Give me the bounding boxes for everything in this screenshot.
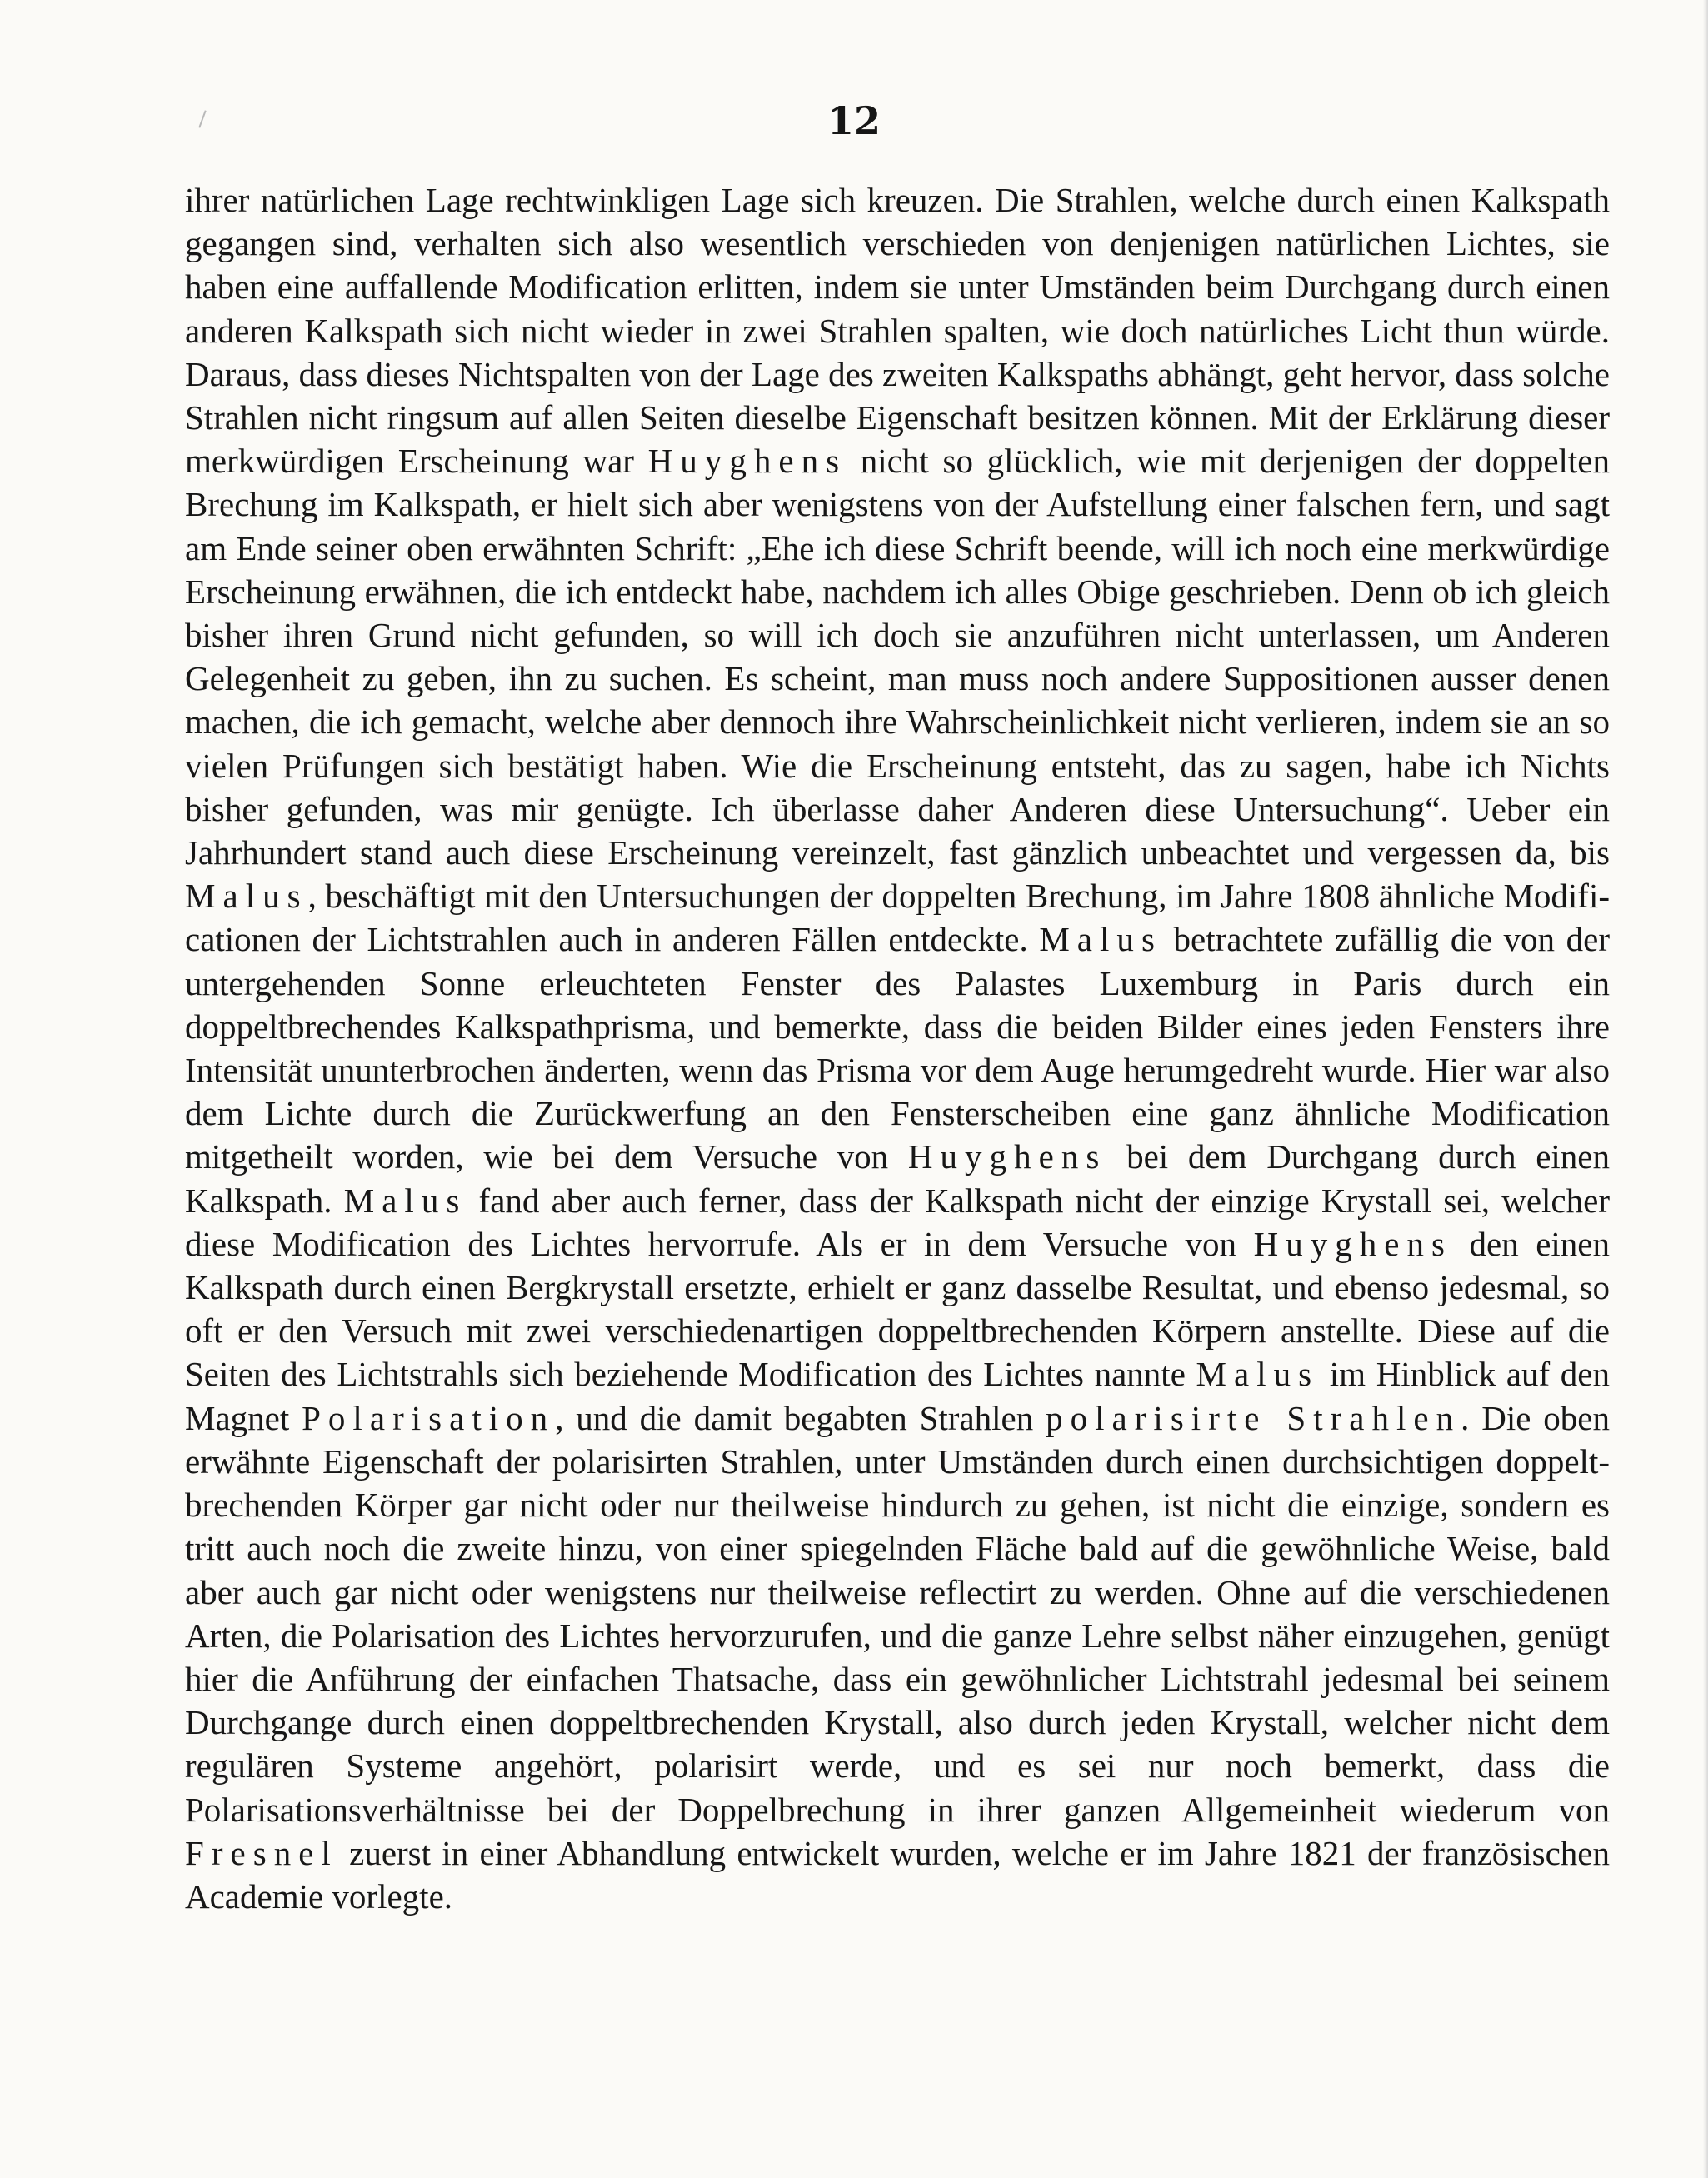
spaced-name-malus: Malus: [1039, 920, 1162, 959]
body-text: [185, 178, 1610, 1918]
text-segment: den einen Kalkspath durch einen Bergkrystall ersetzte, erhielt er ganz dasselbe Resultat, und ebenso jedesmal, so oft er den Versuch mit zwei verschiedenartigen doppeltbrechenden Körpern anstellte. Diese auf die Seiten des Lichtstrahls sich beziehende Modification des Lichtes nannte: [185, 1224, 1611, 1394]
spaced-name-malus: Malus: [343, 1181, 467, 1220]
page-number: 12: [827, 98, 881, 143]
spaced-term-polarisirte-strahlen: polarisirte Strahlen: [1046, 1398, 1461, 1437]
text-segment: , und die damit begabten Strahlen: [555, 1398, 1046, 1437]
text-segment: im Hinblick auf den Magnet: [185, 1355, 1610, 1437]
spaced-name-fresnel: Fresnel: [185, 1833, 338, 1872]
text-segment: zuerst in einer Abhandlung entwickelt wurden, welche er im Jahre 1821 der französischen Academie vorlegte.: [185, 1833, 1610, 1916]
spaced-name-huyghens: Huyghens: [647, 442, 847, 481]
paragraph: [185, 178, 1610, 1918]
text-segment: , beschäftigt mit den Untersuchungen der doppelten Brechung, im Jahre 1808 ähnliche Modificationen der Lichtstrahlen auch in anderen Fällen entdeckte.: [185, 877, 1610, 959]
text-segment: . Die oben erwähnte Eigenschaft der polarisirten Strahlen, unter Umständen durch einen durchsichtigen doppeltbrechenden Körper gar nicht oder nur theilweise hindurch zu gehen, ist nicht die einzige, sondern es tritt auch noch die zweite hinzu, von einer spiegelnden Fläche bald auf die gewöhnliche Weise, bald aber auch gar nicht oder wenigstens nur theilweise reflectirt zu werden. Ohne auf die verschiedenen Arten, die Polarisation des Lichtes hervorzurufen, und die ganze Lehre selbst näher einzugehen, genügt hier die Anführung der einfachen Thatsache, dass ein gewöhnlicher Lichtstrahl jedesmal bei seinem Durchgange durch einen doppeltbrechenden Krystall, also durch jeden Krystall, welcher nicht dem regulären Systeme angehört, polarisirt werde, und es sei nur noch bemerkt, dass die Polarisationsverhältnisse bei der Doppelbrechung in ihrer ganzen Allgemeinheit wiederum von: [185, 1398, 1610, 1829]
text-segment: betrachtete zufällig die von der untergehenden Sonne erleuchteten Fenster des Palastes Luxemburg in Paris durch ein doppeltbrechendes Kalkspathprisma, und bemerkte, dass die beiden Bilder eines jeden Fensters ihre Intensität ununterbrochen änderten, wenn das Prisma vor dem Auge herumgedreht wurde. Hier war also dem Lichte durch die Zurückwerfung an den Fensterscheiben eine ganz ähnliche Modification mitgetheilt worden, wie bei dem Versuche von: [185, 920, 1611, 1176]
spaced-term-polarisation: Polarisation: [302, 1398, 556, 1437]
page-edge-shadow: [1703, 0, 1708, 2178]
spaced-name-malus: Malus: [185, 877, 308, 916]
text-segment: fand aber auch ferner, dass der Kalkspath nicht der einzige Krystall sei, welcher diese Modification des Lichtes hervorrufe. Als er in dem Versuche von: [185, 1181, 1610, 1263]
text-segment: nicht so glücklich, wie mit derjenigen der doppelten Brechung im Kalkspath, er hielt sich aber wenigstens von der Aufstellung einer falschen fern, und sagt am Ende seiner oben erwähnten Schrift: „Ehe ich diese Schrift beende, will ich noch eine merkwürdige Erscheinung erwähnen, die ich entdeckt habe, nachdem ich alles Obige geschrieben. Denn ob ich gleich bisher ihren Grund nicht gefunden, so will ich doch sie anzuführen nicht unterlassen, um Anderen Gelegenheit zu geben, ihn zu suchen. Es scheint, man muss noch andere Suppositionen ausser denen machen, die ich gemacht, welche aber dennoch ihre Wahrscheinlichkeit nicht verlieren, indem sie an so vielen Prüfungen sich bestätigt haben. Wie die Erscheinung entsteht, das zu sagen, habe ich Nichts bisher gefunden, was mir genügte. Ich überlasse daher Anderen diese Untersuchung“. Ueber ein Jahrhundert stand auch diese Erscheinung vereinzelt, fast gänzlich unbeachtet und vergessen da, bis: [185, 442, 1611, 872]
spaced-name-huyghens: Huyghens: [907, 1137, 1107, 1176]
text-segment: bei dem Durchgang durch einen Kalkspath.: [185, 1137, 1610, 1220]
spaced-name-huyghens: Huyghens: [1253, 1224, 1452, 1263]
text-segment: ihrer natürlichen Lage rechtwinkligen Lage sich kreuzen. Die Strahlen, welche durch einen Kalkspath gegangen sind, verhalten sich also wesentlich verschieden von denjenigen natürlichen Lichtes, sie haben eine auffallende Modification erlitten, indem sie unter Umständen beim Durchgang durch einen anderen Kalkspath sich nicht wieder in zwei Strahlen spalten, wie doch natürliches Licht thun würde. Daraus, dass dieses Nichtspalten von der Lage des zweiten Kalkspaths abhängt, geht hervor, dass solche Strahlen nicht ringsum auf allen Seiten dieselbe Eigenschaft besitzen können. Mit der Erklärung dieser merkwürdigen Erscheinung war: [185, 181, 1610, 481]
spaced-name-malus: Malus: [1196, 1355, 1320, 1394]
